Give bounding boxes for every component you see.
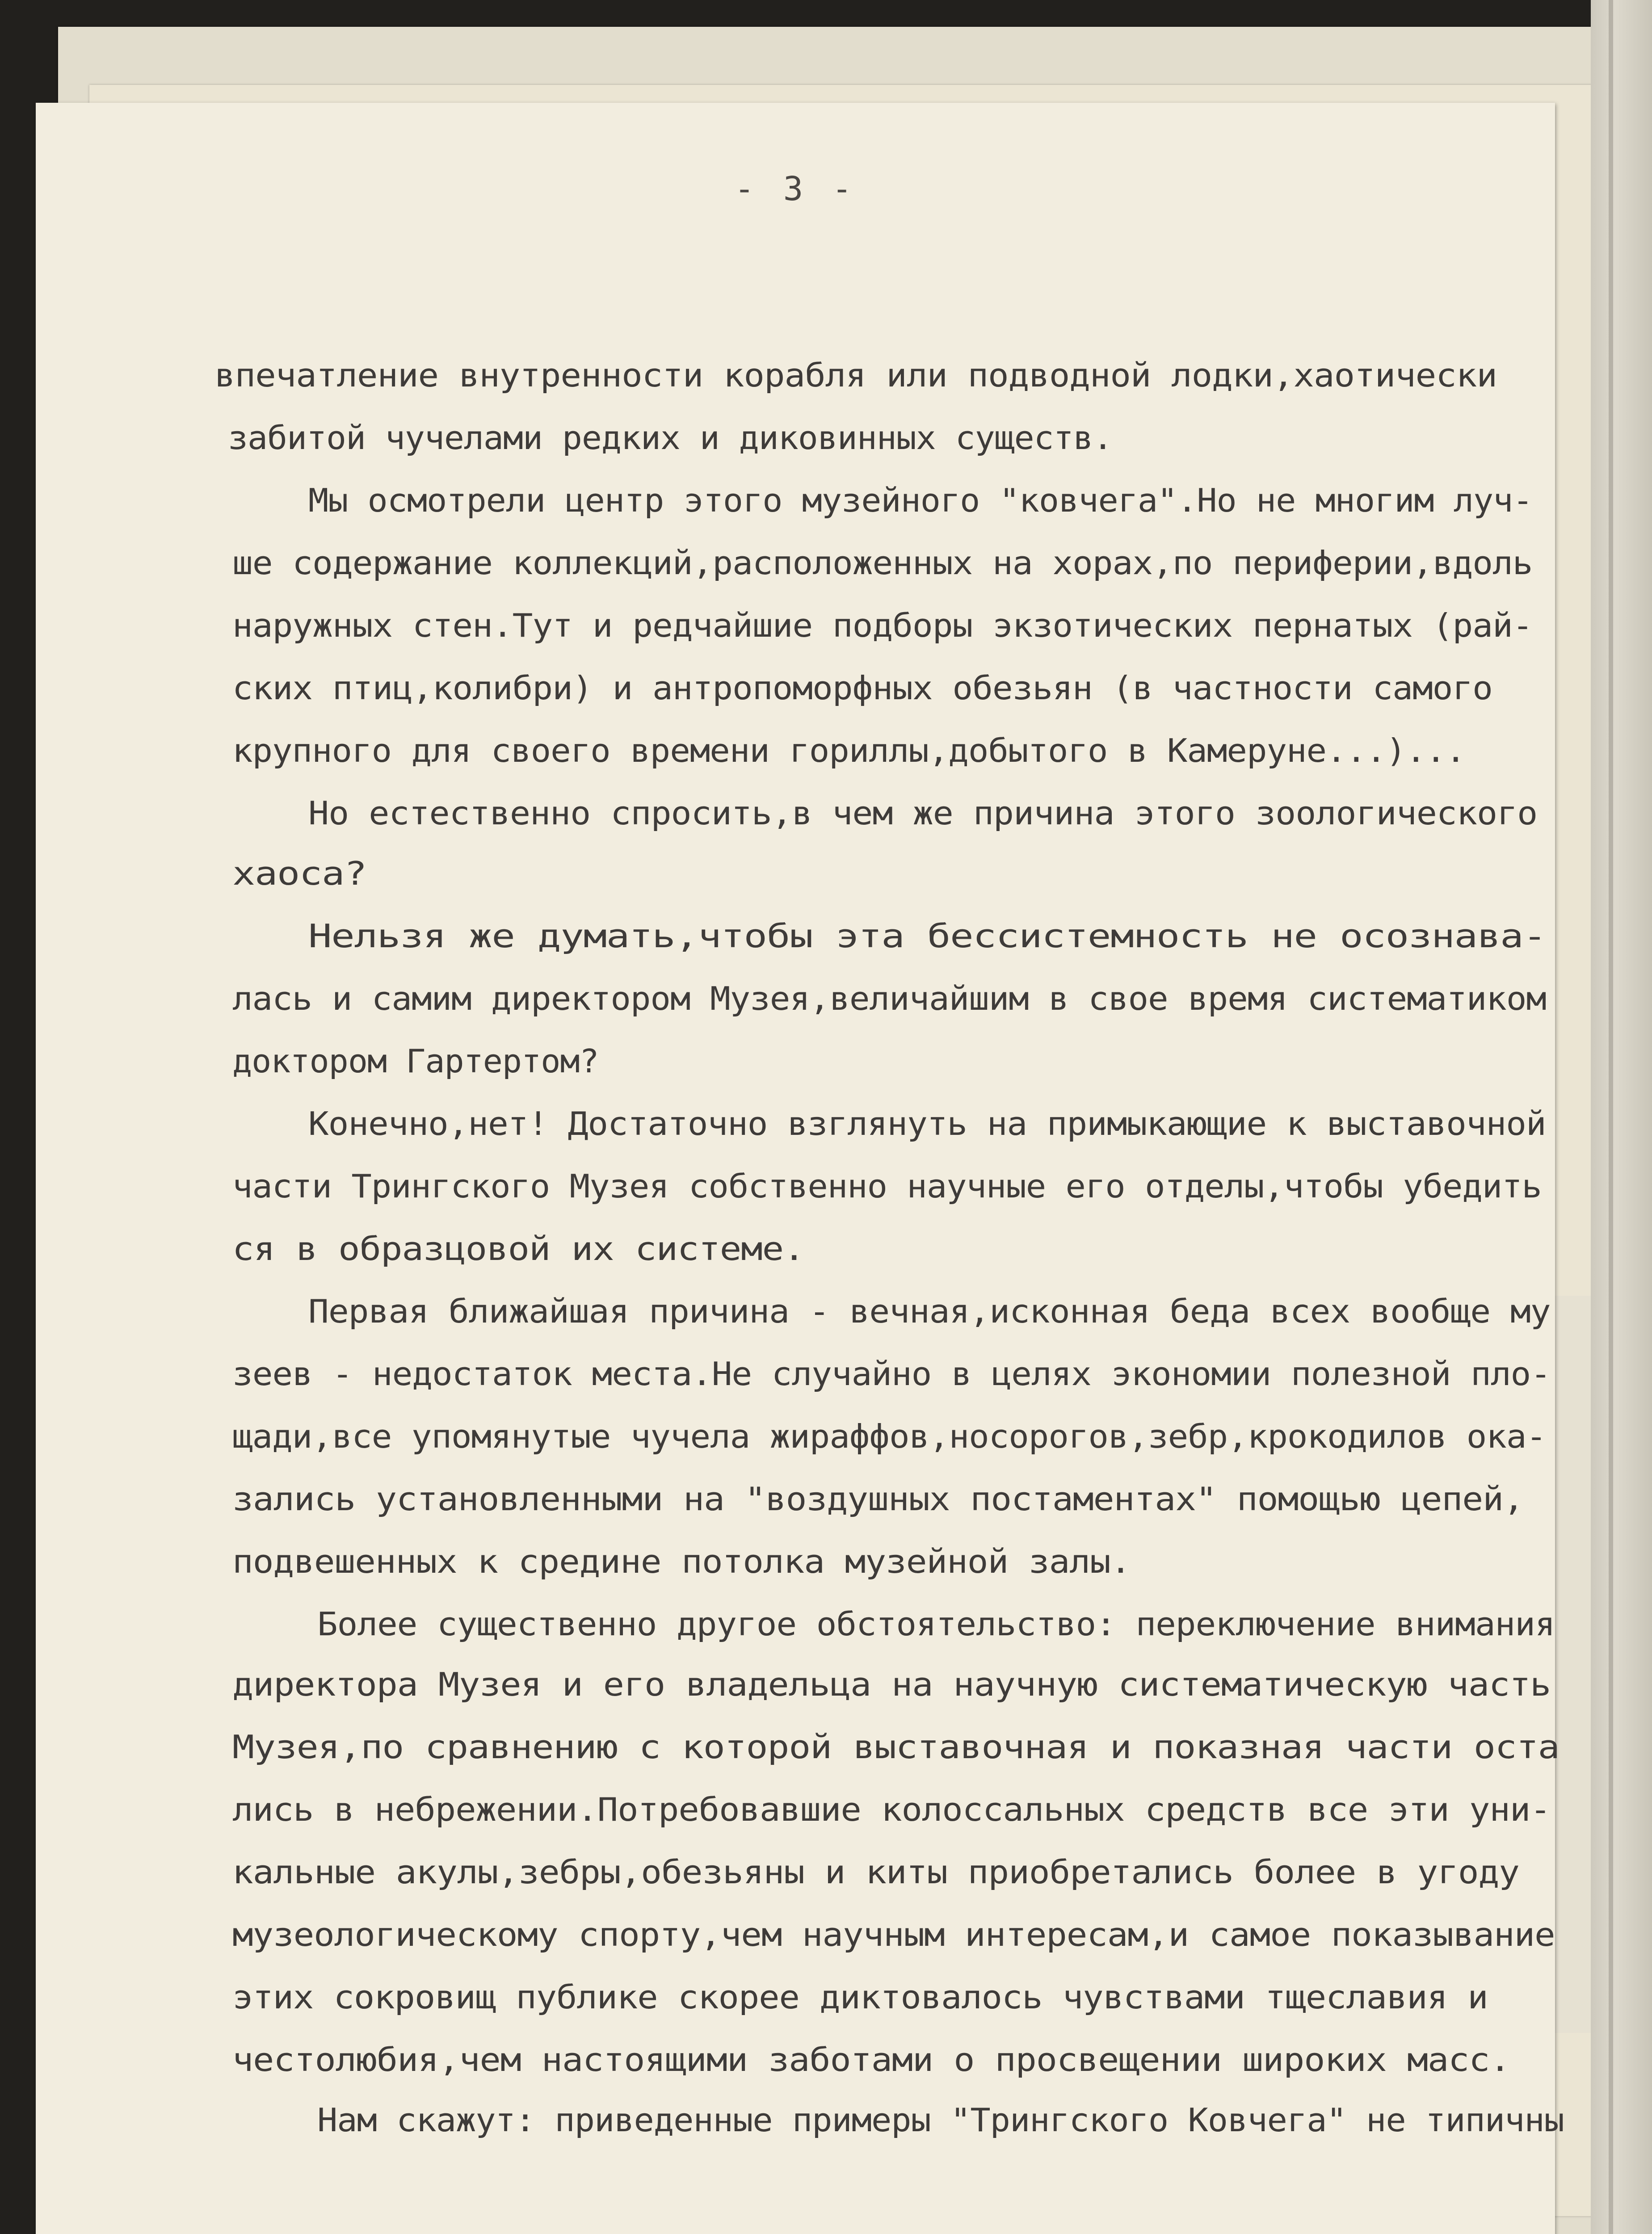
- text-line: Музея,по сравнению с которой выставочная и показная части оста: [232, 1728, 1560, 1766]
- text-line: честолюбия,чем настоящими заботами о просвещении широких масс.: [232, 2041, 1510, 2079]
- text-line: забитой чучелами редких и диковинных существ.: [228, 419, 1113, 457]
- text-line: наружных стен.Тут и редчайшие подборы экзотических пернатых (рай-: [232, 607, 1533, 644]
- text-line: ше содержание коллекций,расположенных на хорах,по периферии,вдоль: [232, 544, 1533, 582]
- text-line: Более существенно другое обстоятельство: переключение внимания: [317, 1605, 1555, 1643]
- folder-edge: [1609, 0, 1613, 2234]
- text-line: лась и самим директором Музея,величайшим в свое время систематиком: [232, 980, 1546, 1017]
- text-line: музеологическому спорту,чем научным интересам,и самое показывание: [232, 1916, 1555, 1953]
- text-line: Первая ближайшая причина - вечная,исконная беда всех вообще му: [308, 1293, 1551, 1330]
- text-line: подвешенных к средине потолка музейной залы.: [232, 1543, 1131, 1580]
- page-number: - 3 -: [734, 170, 857, 208]
- text-line: Но естественно спросить,в чем же причина этого зоологического: [308, 794, 1538, 832]
- text-line: Нельзя же думать,чтобы эта бессистемность не осознава-: [308, 917, 1546, 955]
- text-line: впечатление внутренности корабля или подводной лодки,хаотически: [214, 357, 1497, 394]
- text-line: лись в небрежении.Потребовавшие колоссальных средств все эти уни-: [232, 1791, 1551, 1828]
- text-line: этих сокровищ публике скорее диктовалось чувствами тщеславия и: [232, 1978, 1488, 2016]
- text-line: ся в образцовой их системе.: [232, 1230, 805, 1268]
- text-line: Конечно,нет! Достаточно взглянуть на примыкающие к выставочной: [308, 1105, 1546, 1142]
- text-line: щади,все упомянутые чучела жираффов,носорогов,зебр,крокодилов ока-: [232, 1418, 1546, 1455]
- folder-cover: [1591, 0, 1652, 2234]
- text-line: хаоса?: [232, 855, 367, 892]
- text-line: зеев - недостаток места.Не случайно в целях экономии полезной пло-: [232, 1355, 1551, 1393]
- text-line: части Трингского Музея собственно научные его отделы,чтобы убедить: [232, 1167, 1542, 1205]
- text-line: кальные акулы,зебры,обезьяны и киты приобретались более в угоду: [232, 1853, 1519, 1891]
- typed-page: [36, 103, 1564, 2234]
- text-line: Нам скажут: приведенные примеры "Трингского Ковчега" не типичны: [317, 2101, 1564, 2139]
- text-line: директора Музея и его владельца на научную систематическую часть: [232, 1666, 1551, 1703]
- text-line: Мы осмотрели центр этого музейного "ковчега".Но не многим луч-: [308, 482, 1533, 519]
- text-line: зались установленными на "воздушных постаментах" помощью цепей,: [232, 1480, 1524, 1518]
- text-line: ских птиц,колибри) и антропоморфных обезьян (в частности самого: [232, 669, 1492, 707]
- text-line: доктором Гартертом?: [232, 1042, 599, 1080]
- text-line: крупного для своего времени гориллы,добытого в Камеруне...)...: [232, 732, 1466, 769]
